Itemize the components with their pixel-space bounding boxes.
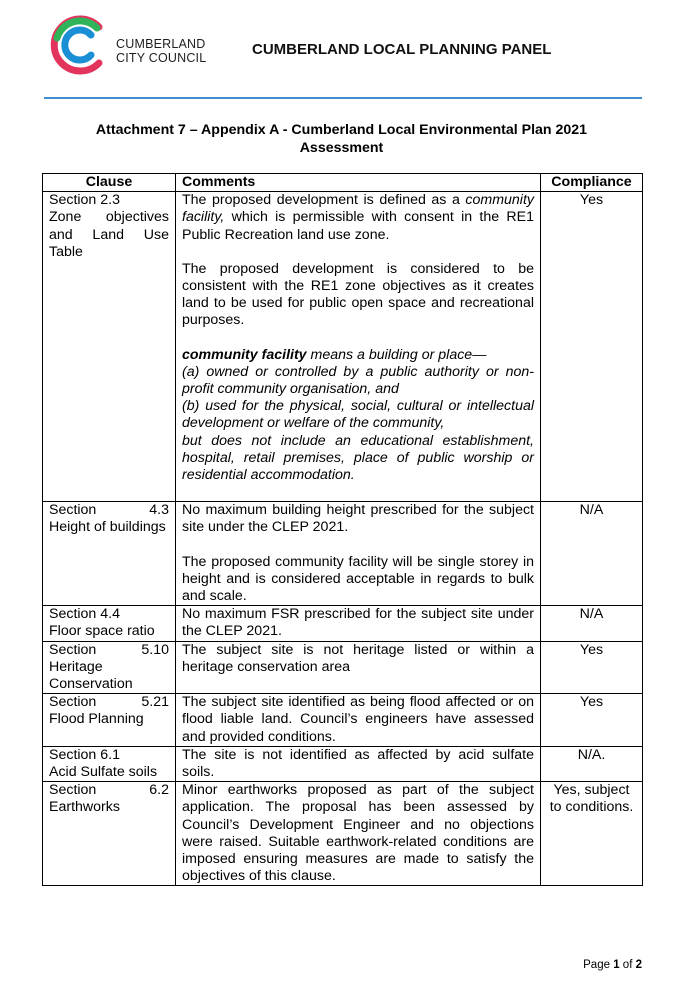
clause-cell bbox=[43, 746, 176, 781]
table-row bbox=[43, 782, 643, 886]
comment-paragraph: The site is not identified as affected by acid sulfate soils. bbox=[182, 746, 534, 781]
clause-description: Heritage Conservation bbox=[49, 658, 133, 693]
logo-line-2: CITY COUNCIL bbox=[116, 51, 207, 65]
comments-cell bbox=[176, 192, 541, 502]
comment-paragraph: Minor earthworks proposed as part of the subject application. The proposal has been assessed by Council’s Development Engineer and no objections were raised. Suitable earthwork-related conditions are imposed ensuring measures are made to satisfy the objectives of this clause. bbox=[182, 782, 534, 885]
comment-paragraph: The subject site identified as being flood affected or on flood liable land. Council’s engineers have assessed and provided conditions. bbox=[182, 694, 534, 745]
clause-section: Section 5.21 bbox=[49, 694, 169, 711]
compliance-cell: N/A bbox=[541, 606, 643, 641]
table-row bbox=[43, 192, 643, 502]
comments-cell bbox=[176, 606, 541, 641]
panel-title: CUMBERLAND LOCAL PLANNING PANEL bbox=[252, 41, 552, 58]
compliance-cell: Yes, subject to conditions. bbox=[541, 782, 643, 886]
clause-cell bbox=[43, 502, 176, 606]
page-number: Page 1 of 2 bbox=[583, 959, 642, 971]
clause-section: Section 6.2 bbox=[49, 782, 169, 799]
table-row bbox=[43, 746, 643, 781]
comment-paragraph: The proposed community facility will be single storey in height and is considered acceptable in regards to bulk and scale. bbox=[182, 553, 534, 605]
clause-cell bbox=[43, 192, 176, 502]
header-divider bbox=[44, 97, 642, 99]
comment-paragraph: The subject site is not heritage listed or within a heritage conservation area bbox=[182, 641, 534, 675]
document-title-line-1: Attachment 7 – Appendix A - Cumberland Local Environmental Plan 2021 bbox=[95, 122, 588, 138]
comments-cell bbox=[176, 502, 541, 606]
compliance-header: Compliance bbox=[541, 174, 643, 192]
compliance-cell: Yes bbox=[541, 192, 643, 502]
comment-paragraph: No maximum FSR prescribed for the subject site under the CLEP 2021. bbox=[182, 606, 534, 640]
compliance-cell: N/A bbox=[541, 502, 643, 606]
logo-line-1: CUMBERLAND bbox=[116, 37, 206, 51]
compliance-cell: Yes bbox=[541, 694, 643, 747]
clause-section: Section 5.10 bbox=[49, 641, 169, 658]
definition-exclusion: but does not include an educational establishment, hospital, retail premises, place of public worship or residential accommodation. bbox=[182, 432, 534, 484]
clause-description: Height of buildings bbox=[49, 519, 166, 536]
comment-paragraph: The proposed development is defined as a community facility, which is permissible with consent in the RE1 Public Recreation land use zone. bbox=[182, 192, 534, 243]
clause-section: Section 4.4 bbox=[49, 606, 120, 623]
table-row bbox=[43, 606, 643, 641]
clause-description: Flood Planning bbox=[49, 711, 144, 728]
cumberland-logo-icon bbox=[47, 14, 109, 76]
compliance-cell: N/A. bbox=[541, 746, 643, 781]
clause-section: Section 2.3 bbox=[49, 192, 120, 209]
definition-item-a: (a) owned or controlled by a public authority or non-profit community organisation, and bbox=[182, 363, 534, 398]
clause-description: Floor space ratio bbox=[49, 623, 155, 640]
clause-cell bbox=[43, 782, 176, 886]
clause-cell bbox=[43, 641, 176, 694]
comments-cell bbox=[176, 746, 541, 781]
clause-cell bbox=[43, 606, 176, 641]
clause-section: Section 6.1 bbox=[49, 746, 120, 763]
document-title bbox=[40, 121, 643, 157]
clause-description: Acid Sulfate soils bbox=[49, 764, 158, 781]
clause-header: Clause bbox=[43, 174, 176, 192]
clause-description: Zone objectives and Land Use Table bbox=[49, 209, 169, 260]
clause-description: Earthworks bbox=[49, 799, 120, 816]
clause-cell bbox=[43, 694, 176, 747]
comment-paragraph: The proposed development is considered to be consistent with the RE1 zone objectives as it creates land to be used for public open space and recreational purposes. bbox=[182, 260, 534, 329]
logo-wordmark bbox=[116, 37, 206, 65]
page-header bbox=[0, 0, 683, 100]
comments-cell bbox=[176, 694, 541, 747]
assessment-table bbox=[42, 173, 643, 886]
comments-header: Comments bbox=[176, 174, 541, 192]
table-row bbox=[43, 641, 643, 694]
comments-cell bbox=[176, 641, 541, 694]
comment-paragraph: No maximum building height prescribed for the subject site under the CLEP 2021. bbox=[182, 502, 534, 536]
table-row bbox=[43, 694, 643, 747]
comments-cell bbox=[176, 782, 541, 886]
definition-heading: community facility means a building or place— bbox=[182, 346, 487, 363]
table-header-row bbox=[43, 174, 643, 192]
clause-section: Section 4.3 bbox=[49, 502, 169, 519]
compliance-cell: Yes bbox=[541, 641, 643, 694]
table-row bbox=[43, 502, 643, 606]
definition-item-b: (b) used for the physical, social, cultural or intellectual development or welfare of the community, bbox=[182, 398, 534, 432]
document-title-line-2: Assessment bbox=[299, 140, 384, 156]
